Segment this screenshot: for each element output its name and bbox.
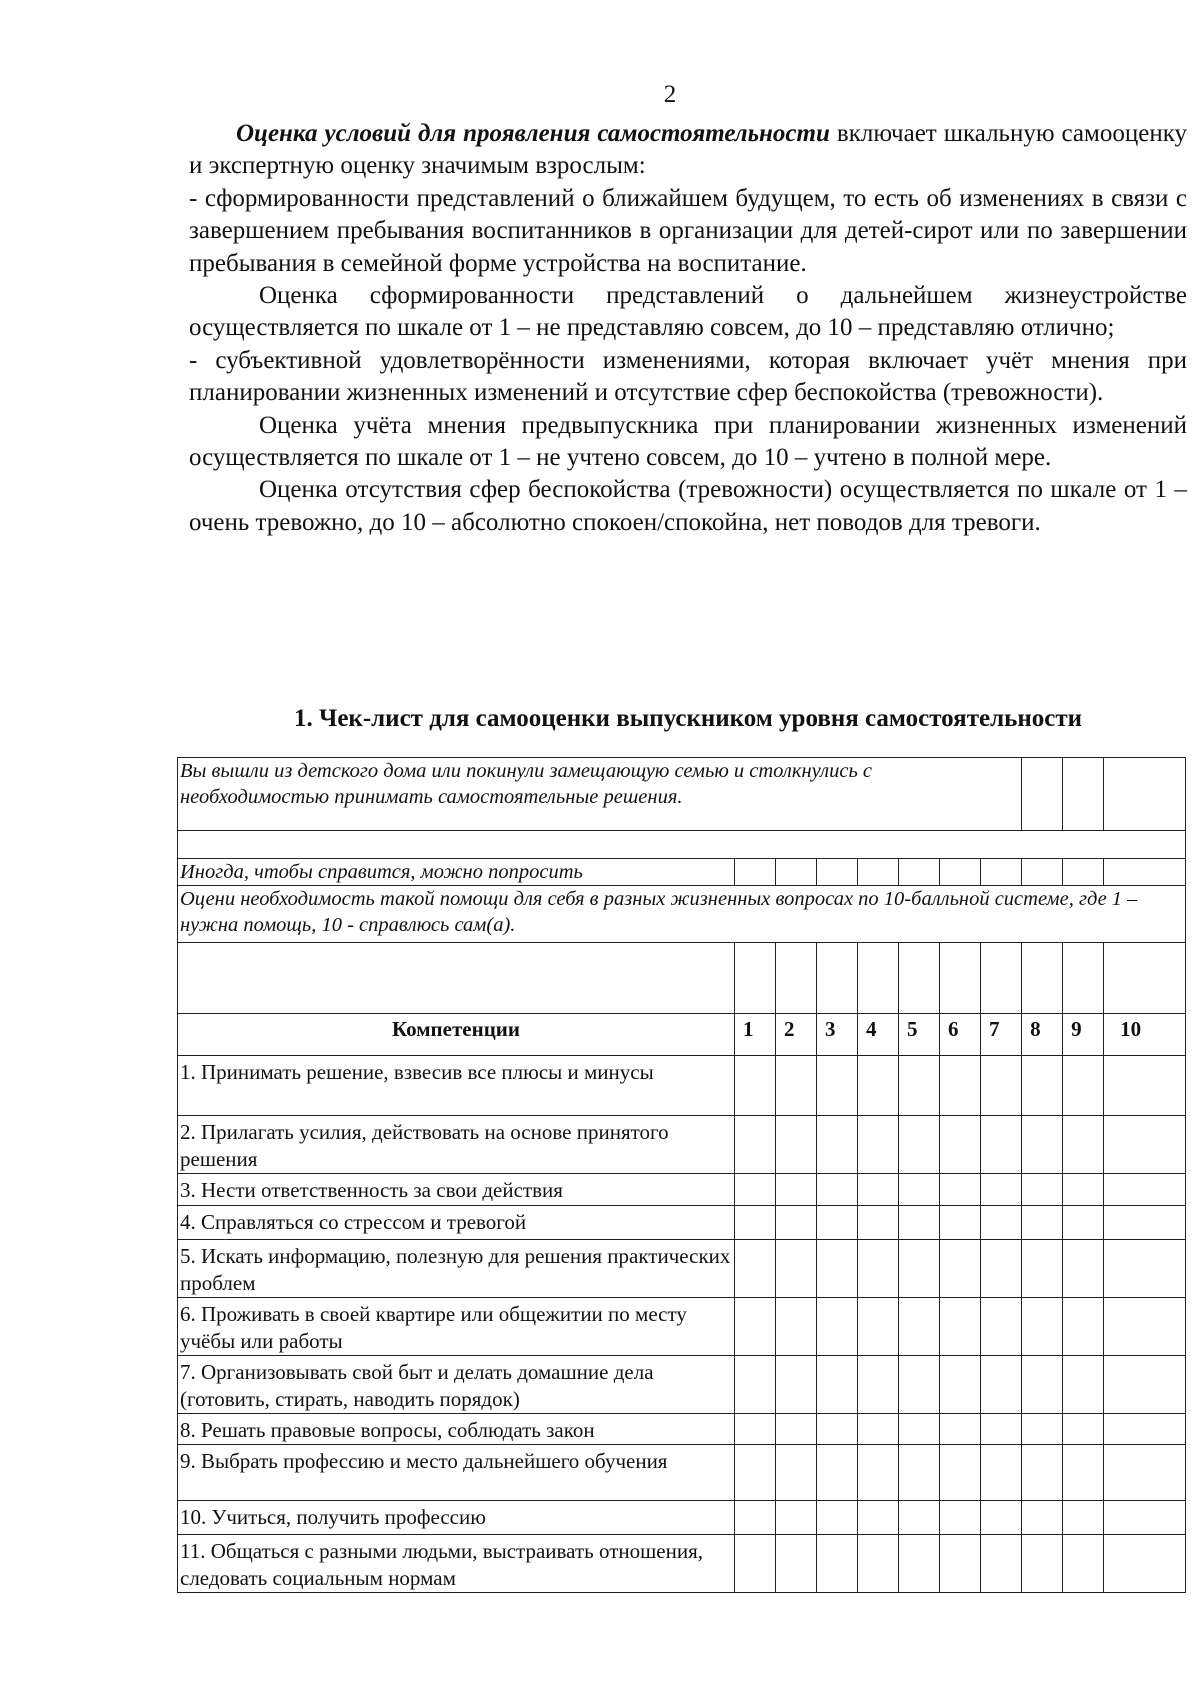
intro-bullet-1: - сформированности представлений о ближайшем будущем, то есть об изменениях в связи с завершением пребывания воспитанников в организации для детей-сирот или по завершении пребывания в семейной форме устройства на воспитание. [189, 184, 1187, 277]
header-score-2: 2 [776, 1014, 817, 1056]
score-cell-2[interactable] [776, 1445, 817, 1501]
blank-cell [899, 943, 940, 1014]
score-cell-7[interactable] [981, 1501, 1022, 1535]
header-score-4: 4 [858, 1014, 899, 1056]
intro-paragraph-3: Оценка учёта мнения предвыпускника при планировании жизненных изменений осуществляется по шкале от 1 – не учтено совсем, до 10 – учтено в полной мере. [189, 411, 1187, 472]
score-cell-7[interactable] [981, 1240, 1022, 1298]
intro-lead-emphasis: Оценка условий для проявления самостоятельности [236, 120, 830, 147]
blank-cell [1022, 758, 1063, 831]
page-number: 2 [663, 81, 677, 108]
score-cell-9[interactable] [1063, 1356, 1104, 1414]
score-cell-1[interactable] [735, 1116, 776, 1174]
header-competencies: Компетенции [178, 1014, 735, 1056]
rating-note-cell: Оцени необходимость такой помощи для себя в разных жизненных вопросах по 10-балльной системе, где 1 – нужна помощь, 10 - справлюсь сам(а). [178, 886, 1186, 943]
competency-row [178, 1535, 1186, 1593]
competency-label: 6. Проживать в своей квартире или общежитии по месту учёбы или работы [178, 1298, 735, 1356]
score-cell-10[interactable] [1104, 1356, 1186, 1414]
score-cell-3[interactable] [817, 1298, 858, 1356]
score-cell-8[interactable] [1022, 1535, 1063, 1593]
score-cell-1[interactable] [735, 1298, 776, 1356]
score-cell-3[interactable] [817, 1501, 858, 1535]
blank-row [178, 831, 1186, 859]
header-score-3: 3 [817, 1014, 858, 1056]
intro-bullet-2: - субъективной удовлетворённости изменениями, которая включает учёт мнения при планировании жизненных изменений и отсутствие сфер беспокойства (тревожности). [189, 346, 1187, 407]
score-cell-9[interactable] [1063, 1240, 1104, 1298]
score-cell-3[interactable] [817, 1535, 858, 1593]
score-cell-8[interactable] [1022, 1240, 1063, 1298]
score-cell-10[interactable] [1104, 1414, 1186, 1445]
score-cell-5[interactable] [899, 1414, 940, 1445]
score-cell-5[interactable] [899, 1445, 940, 1501]
competencies-checklist-table [177, 757, 1186, 1593]
score-cell-6[interactable] [940, 1298, 981, 1356]
score-cell-4[interactable] [858, 1298, 899, 1356]
blank-cell [899, 859, 940, 886]
score-cell-10[interactable] [1104, 1206, 1186, 1240]
help-note-row [178, 859, 1186, 886]
score-cell-8[interactable] [1022, 1501, 1063, 1535]
intro-text [189, 118, 1187, 539]
competency-row [178, 1414, 1186, 1445]
blank-cell [858, 859, 899, 886]
score-cell-8[interactable] [1022, 1116, 1063, 1174]
competency-row [178, 1056, 1186, 1116]
score-cell-1[interactable] [735, 1445, 776, 1501]
blank-cell [940, 943, 981, 1014]
score-cell-6[interactable] [940, 1116, 981, 1174]
score-cell-4[interactable] [858, 1206, 899, 1240]
score-cell-10[interactable] [1104, 1535, 1186, 1593]
score-cell-3[interactable] [817, 1356, 858, 1414]
score-cell-10[interactable] [1104, 1240, 1186, 1298]
score-cell-4[interactable] [858, 1445, 899, 1501]
score-cell-7[interactable] [981, 1535, 1022, 1593]
score-cell-8[interactable] [1022, 1056, 1063, 1116]
score-cell-7[interactable] [981, 1206, 1022, 1240]
competency-label: 10. Учиться, получить профессию [178, 1501, 735, 1535]
score-cell-7[interactable] [981, 1356, 1022, 1414]
score-cell-1[interactable] [735, 1240, 776, 1298]
score-cell-8[interactable] [1022, 1298, 1063, 1356]
blank-cell [858, 943, 899, 1014]
score-cell-4[interactable] [858, 1174, 899, 1206]
score-cell-5[interactable] [899, 1174, 940, 1206]
intro-paragraph-2: Оценка сформированности представлений о дальнейшем жизнеустройстве осуществляется по шкале от 1 – не представляю совсем, до 10 – представляю отлично; [189, 282, 1187, 342]
score-cell-1[interactable] [735, 1206, 776, 1240]
competency-label: 9. Выбрать профессию и место дальнейшего обучения [178, 1445, 735, 1501]
score-cell-4[interactable] [858, 1501, 899, 1535]
score-cell-2[interactable] [776, 1206, 817, 1240]
blank-cell [1022, 859, 1063, 886]
score-cell-10[interactable] [1104, 1116, 1186, 1174]
intro-note-cell: Вы вышли из детского дома или покинули замещающую семью и столкнулись с необходимостью принимать самостоятельные решения. [178, 758, 1022, 831]
competency-label: 11. Общаться с разными людьми, выстраивать отношения, следовать социальным нормам [178, 1535, 735, 1593]
competency-label: 4. Справляться со стрессом и тревогой [178, 1206, 735, 1240]
blank-cell [1063, 758, 1104, 831]
score-cell-2[interactable] [776, 1414, 817, 1445]
score-cell-6[interactable] [940, 1445, 981, 1501]
score-cell-4[interactable] [858, 1056, 899, 1116]
competency-label: 2. Прилагать усилия, действовать на основе принятого решения [178, 1116, 735, 1174]
blank-cell [1022, 943, 1063, 1014]
intro-note-row [178, 758, 1186, 831]
score-cell-8[interactable] [1022, 1445, 1063, 1501]
score-cell-2[interactable] [776, 1501, 817, 1535]
header-score-10: 10 [1104, 1014, 1186, 1056]
score-cell-1[interactable] [735, 1501, 776, 1535]
score-cell-3[interactable] [817, 1414, 858, 1445]
score-cell-8[interactable] [1022, 1414, 1063, 1445]
score-cell-2[interactable] [776, 1240, 817, 1298]
score-cell-10[interactable] [1104, 1056, 1186, 1116]
score-cell-9[interactable] [1063, 1501, 1104, 1535]
score-cell-7[interactable] [981, 1445, 1022, 1501]
competency-row [178, 1445, 1186, 1501]
score-cell-10[interactable] [1104, 1501, 1186, 1535]
blank-cell [1104, 943, 1186, 1014]
score-cell-2[interactable] [776, 1174, 817, 1206]
score-cell-3[interactable] [817, 1445, 858, 1501]
score-cell-5[interactable] [899, 1240, 940, 1298]
blank-cell [817, 943, 858, 1014]
score-cell-9[interactable] [1063, 1298, 1104, 1356]
competency-row [178, 1240, 1186, 1298]
score-cell-3[interactable] [817, 1240, 858, 1298]
blank-cell [776, 859, 817, 886]
score-cell-5[interactable] [899, 1356, 940, 1414]
score-cell-6[interactable] [940, 1174, 981, 1206]
competency-label: 7. Организовывать свой быт и делать домашние дела (готовить, стирать, наводить порядок) [178, 1356, 735, 1414]
blank-cell [1104, 859, 1186, 886]
score-cell-7[interactable] [981, 1174, 1022, 1206]
intro-lead-rest: включает шкальную самооценку и экспертную оценку значимым взрослым: [189, 120, 1187, 180]
score-cell-5[interactable] [899, 1206, 940, 1240]
score-cell-5[interactable] [899, 1298, 940, 1356]
header-score-8: 8 [1022, 1014, 1063, 1056]
blank-cell [776, 943, 817, 1014]
score-cell-8[interactable] [1022, 1174, 1063, 1206]
score-cell-9[interactable] [1063, 1414, 1104, 1445]
score-cell-1[interactable] [735, 1356, 776, 1414]
score-cell-6[interactable] [940, 1206, 981, 1240]
score-cell-1[interactable] [735, 1414, 776, 1445]
score-cell-3[interactable] [817, 1056, 858, 1116]
score-cell-5[interactable] [899, 1116, 940, 1174]
score-cell-4[interactable] [858, 1116, 899, 1174]
score-cell-9[interactable] [1063, 1174, 1104, 1206]
score-cell-2[interactable] [776, 1298, 817, 1356]
blank-cell [981, 943, 1022, 1014]
score-cell-4[interactable] [858, 1240, 899, 1298]
score-cell-4[interactable] [858, 1535, 899, 1593]
intro-lead-paragraph [189, 118, 1187, 183]
blank-cell [940, 859, 981, 886]
competency-row [178, 1356, 1186, 1414]
blank-cell [1063, 859, 1104, 886]
score-cell-4[interactable] [858, 1356, 899, 1414]
score-cell-8[interactable] [1022, 1206, 1063, 1240]
section-title: 1. Чек-лист для самооценки выпускником уровня самостоятельности [293, 705, 1083, 732]
score-cell-1[interactable] [735, 1535, 776, 1593]
competencies-body [178, 1056, 1186, 1593]
header-score-1: 1 [735, 1014, 776, 1056]
competency-row [178, 1298, 1186, 1356]
score-cell-6[interactable] [940, 1056, 981, 1116]
score-cell-3[interactable] [817, 1174, 858, 1206]
score-cell-6[interactable] [940, 1240, 981, 1298]
rating-note-row [178, 886, 1186, 943]
score-cell-3[interactable] [817, 1116, 858, 1174]
blank-cell [817, 859, 858, 886]
intro-paragraph-4: Оценка отсутствия сфер беспокойства (тревожности) осуществляется по шкале от 1 – очень тревожно, до 10 – абсолютно спокоен/спокойна, нет поводов для тревоги. [189, 476, 1187, 536]
score-cell-6[interactable] [940, 1356, 981, 1414]
header-score-5: 5 [899, 1014, 940, 1056]
competency-label: 5. Искать информацию, полезную для решения практических проблем [178, 1240, 735, 1298]
blank-cell [735, 943, 776, 1014]
competency-row [178, 1174, 1186, 1206]
header-score-9: 9 [1063, 1014, 1104, 1056]
score-cell-4[interactable] [858, 1414, 899, 1445]
blank-cell [981, 859, 1022, 886]
score-cell-10[interactable] [1104, 1445, 1186, 1501]
help-note-cell: Иногда, чтобы справится, можно попросить [178, 859, 735, 886]
blank-cell [1104, 758, 1186, 831]
score-cell-2[interactable] [776, 1535, 817, 1593]
header-score-7: 7 [981, 1014, 1022, 1056]
competency-row [178, 1501, 1186, 1535]
score-cell-6[interactable] [940, 1501, 981, 1535]
score-cell-1[interactable] [735, 1056, 776, 1116]
blank-cell [178, 943, 735, 1014]
score-cell-3[interactable] [817, 1206, 858, 1240]
score-cell-7[interactable] [981, 1298, 1022, 1356]
score-cell-5[interactable] [899, 1056, 940, 1116]
score-cell-10[interactable] [1104, 1174, 1186, 1206]
header-row [178, 1014, 1186, 1056]
competency-row [178, 1116, 1186, 1174]
score-cell-9[interactable] [1063, 1206, 1104, 1240]
score-cell-9[interactable] [1063, 1445, 1104, 1501]
score-cell-7[interactable] [981, 1414, 1022, 1445]
blank-cell [178, 831, 1186, 859]
score-cell-5[interactable] [899, 1535, 940, 1593]
competency-label: 1. Принимать решение, взвесив все плюсы и минусы [178, 1056, 735, 1116]
competency-label: 8. Решать правовые вопросы, соблюдать закон [178, 1414, 735, 1445]
score-cell-5[interactable] [899, 1501, 940, 1535]
score-cell-8[interactable] [1022, 1356, 1063, 1414]
score-cell-2[interactable] [776, 1056, 817, 1116]
score-cell-9[interactable] [1063, 1535, 1104, 1593]
score-cell-9[interactable] [1063, 1056, 1104, 1116]
score-cell-10[interactable] [1104, 1298, 1186, 1356]
score-cell-6[interactable] [940, 1414, 981, 1445]
score-cell-7[interactable] [981, 1056, 1022, 1116]
score-cell-7[interactable] [981, 1116, 1022, 1174]
header-score-6: 6 [940, 1014, 981, 1056]
score-cell-2[interactable] [776, 1356, 817, 1414]
score-cell-6[interactable] [940, 1535, 981, 1593]
blank-cell [735, 859, 776, 886]
score-cell-9[interactable] [1063, 1116, 1104, 1174]
score-cell-1[interactable] [735, 1174, 776, 1206]
score-cell-2[interactable] [776, 1116, 817, 1174]
competency-row [178, 1206, 1186, 1240]
blank-row [178, 943, 1186, 1014]
competency-label: 3. Нести ответственность за свои действия [178, 1174, 735, 1206]
blank-cell [1063, 943, 1104, 1014]
